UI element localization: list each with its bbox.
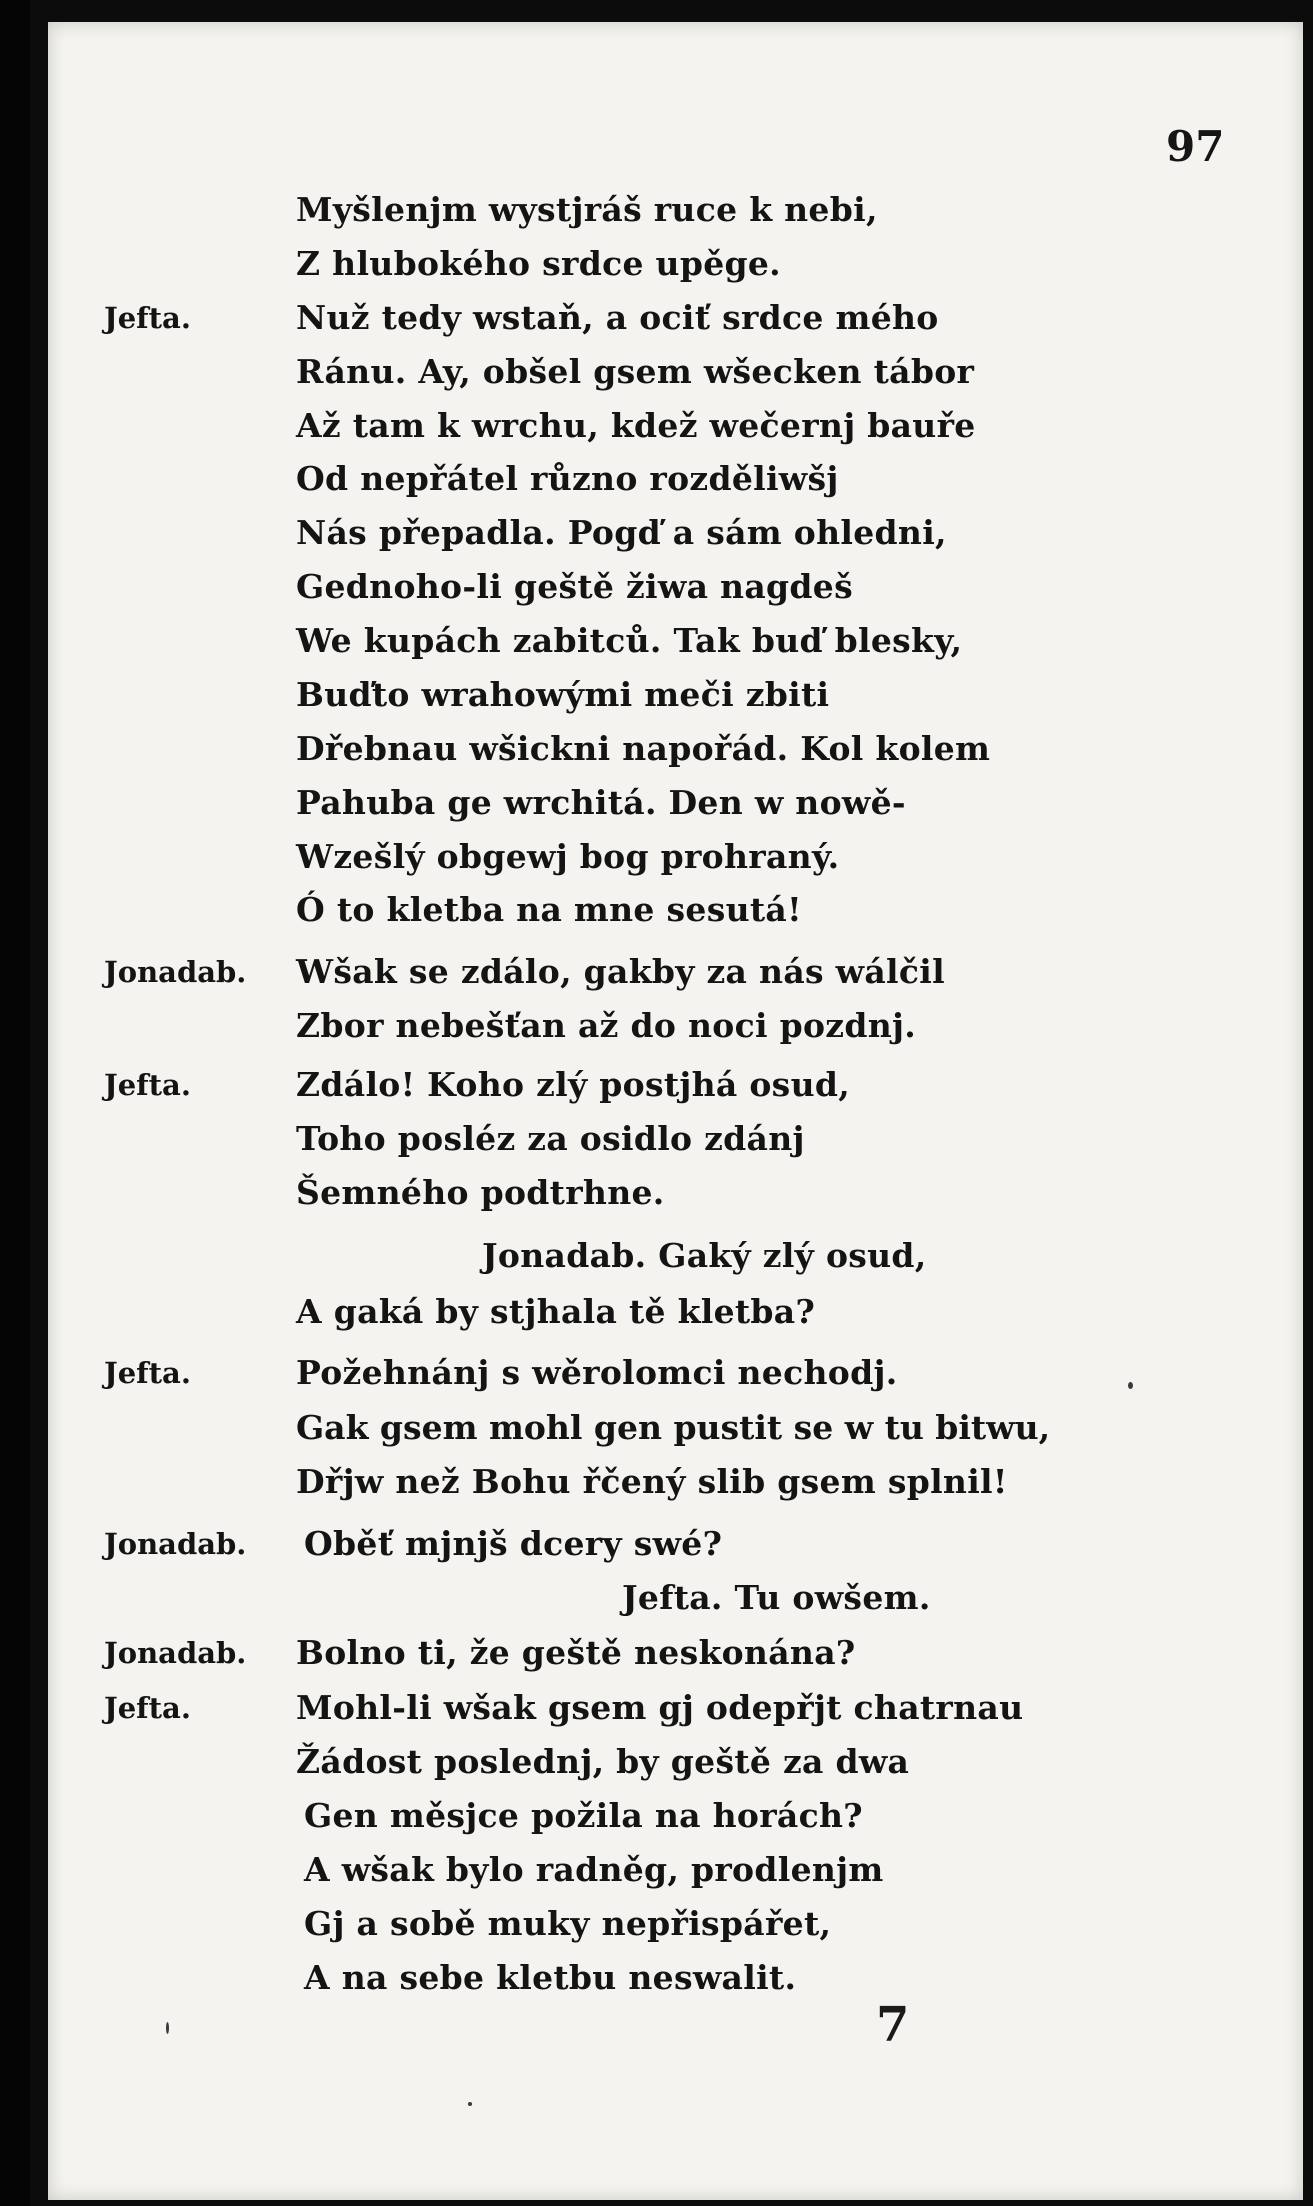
verse-line: Ó to kletba na mne sesutá! (296, 890, 802, 929)
verse-line: We kupách zabitců. Tak buď blesky, (296, 621, 963, 660)
verse-line: Mohl-li wšak gsem gj odepřjt chatrnau (296, 1688, 1024, 1727)
verse-line: Ránu. Ay, obšel gsem wšecken tábor (296, 352, 975, 391)
verse-line: Bolno ti, že geště neskonána? (296, 1633, 856, 1672)
speaker-label: Jonadab. (104, 1527, 247, 1561)
verse-line: Žádost poslednj, by geště za dwa (296, 1742, 910, 1781)
verse-line: Pahuba ge wrchitá. Den w nowě- (296, 783, 906, 822)
verse-line: A na sebe kletbu neswalit. (304, 1958, 797, 1997)
verse-line: Gj a sobě muky nepřispářet, (304, 1904, 832, 1943)
verse-line: Až tam k wrchu, kdež wečernj bauře (296, 406, 976, 445)
book-page (48, 22, 1303, 2200)
speaker-label: Jefta. (104, 1356, 191, 1390)
verse-line: Gednoho-li geště žiwa nagdeš (296, 567, 853, 606)
verse-line: Gen měsjce požila na horách? (304, 1796, 863, 1835)
paper-speck (468, 2102, 472, 2106)
speaker-label: Jonadab. (104, 1636, 247, 1670)
verse-line: Wšak se zdálo, gakby za nás wálčil (296, 952, 945, 991)
verse-line: Buďto wrahowými meči zbiti (296, 675, 830, 714)
verse-line: A wšak bylo radněg, prodlenjm (304, 1850, 884, 1889)
verse-line: Jonadab. Gaký zlý osud, (482, 1236, 927, 1275)
signature-mark: 7 (876, 1997, 910, 2053)
speaker-label: Jonadab. (104, 955, 247, 989)
verse-line: Od nepřátel různo rozděliwšj (296, 459, 839, 498)
page-number: 97 (1166, 122, 1225, 171)
verse-line: Oběť mjnjš dcery swé? (304, 1524, 723, 1563)
verse-line: Jefta. Tu owšem. (622, 1578, 931, 1617)
verse-line: Dřjw než Bohu řčený slib gsem splnil! (296, 1462, 1008, 1501)
verse-line: Dřebnau wšickni napořád. Kol kolem (296, 729, 991, 768)
verse-line: Myšlenjm wystjráš ruce k nebi, (296, 190, 878, 229)
speaker-label: Jefta. (104, 1691, 191, 1725)
scan-edge (0, 0, 30, 2206)
verse-line: Nás přepadla. Pogď a sám ohledni, (296, 513, 947, 552)
paper-speck (1128, 1382, 1133, 1389)
verse-line: Nuž tedy wstaň, a ociť srdce mého (296, 298, 939, 337)
verse-line: Zdálo! Koho zlý postjhá osud, (296, 1065, 851, 1104)
speaker-label: Jefta. (104, 301, 191, 335)
verse-line: Z hlubokého srdce upěge. (296, 244, 781, 283)
speaker-label: Jefta. (104, 1068, 191, 1102)
verse-line: Požehnánj s wěrolomci nechodj. (296, 1353, 898, 1392)
verse-line: Wzešlý obgewj bog prohraný. (296, 837, 840, 876)
verse-line: Toho posléz za osidlo zdánj (296, 1119, 805, 1158)
verse-line: Gak gsem mohl gen pustit se w tu bitwu, (296, 1408, 1051, 1447)
verse-line: Zbor nebešťan až do noci pozdnj. (296, 1006, 917, 1045)
verse-line: A gaká by stjhala tě kletba? (296, 1292, 816, 1331)
verse-line: Šemného podtrhne. (296, 1173, 665, 1212)
paper-speck (166, 2022, 169, 2034)
